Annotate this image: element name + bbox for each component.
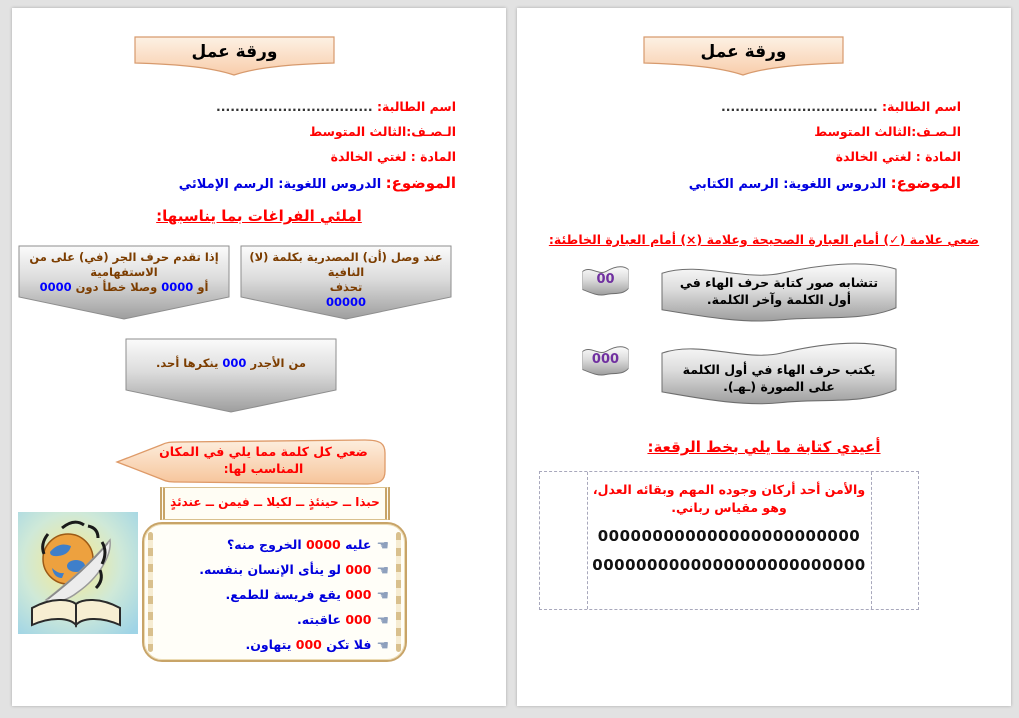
blank-field: 00000 [325, 295, 366, 309]
blank-field: 0000 [305, 537, 341, 552]
word-bank-words: حبذا ــ حينئذٍ ــ لكيلا ــ فيمن ــ عندئذٍ [170, 495, 380, 509]
rewrite-table [539, 471, 919, 610]
pointing-hand-icon: ☚ [376, 638, 389, 654]
statement-wave [659, 258, 899, 325]
question-text: لو ينأى الإنسان بنفسه. [199, 562, 346, 577]
topic-label: الموضوع: [385, 174, 456, 192]
student-info-block [179, 94, 456, 199]
section-heading-true-false: ضعي علامة (✓) أمام العبارة الصحيحة وعلامة (×) أمام العبارة الخاطئة: [548, 232, 980, 247]
answer-wave [582, 264, 629, 297]
statement-wave [659, 337, 899, 408]
rule-text: عند وصل (أن) المصدرية بكلمة (لا) النافية [249, 250, 443, 279]
questions-scroll-box [142, 522, 407, 662]
rewrite-sentence: والأمن أحد أركان وجوده المهم وبقائه العدل، وهو مقياس رباني. [592, 482, 866, 515]
question-text: الخروج منه؟ [227, 537, 306, 552]
topic-value: الدروس اللغوية: الرسم الإملائي [178, 177, 382, 192]
answer-wave [582, 344, 629, 377]
rewrite-cell [587, 481, 871, 580]
subject-line: المادة : لغتي الخالدة [835, 149, 961, 164]
pennant-sentence-middle [125, 338, 337, 414]
question-text: فلا تكن [321, 637, 372, 652]
question-text: عاقبته. [297, 612, 346, 627]
banner-title: ورقة عمل [700, 42, 787, 62]
question-text: يقع فريسة للطمع. [225, 587, 346, 602]
pennant-rule-left-text [26, 250, 222, 295]
worksheet-page-imlai [12, 8, 506, 706]
subject-line: المادة : لغتي الخالدة [330, 149, 456, 164]
blank-field: 000 [345, 587, 372, 602]
question-item [160, 608, 389, 633]
statement-text: تتشابه صور كتابة حرف الهاء في أول الكلمة وآخر الكلمة. [679, 275, 879, 307]
blank-field: 000 [345, 562, 372, 577]
topic-value: الدروس اللغوية: الرسم الكتابي [688, 177, 887, 192]
question-item [160, 558, 389, 583]
pointing-hand-icon: ☚ [376, 613, 389, 629]
pennant-sentence-text [133, 356, 329, 371]
pointing-hand-icon: ☚ [376, 538, 389, 554]
blank-field: 0000 [161, 280, 194, 294]
topic-label: الموضوع: [890, 174, 961, 192]
answer-blank: 00 [596, 272, 615, 287]
student-name-line [179, 94, 456, 119]
callout-text: ضعي كل كلمة مما يلي في المكان المناسب لها: [159, 444, 368, 476]
banner-ribbon [642, 36, 845, 78]
student-name-label: اسم الطالبة: [882, 99, 961, 114]
lughati-logo [18, 512, 138, 634]
question-text: يتهاون. [245, 637, 296, 652]
question-item [160, 533, 389, 558]
class-line: الـصـف:الثالث المتوسط [814, 124, 961, 139]
blank-field: 0000 [39, 280, 72, 294]
rule-text: أو [193, 280, 209, 294]
blank-field: 000 [222, 356, 247, 370]
callout-instruction [115, 437, 388, 487]
banner-ribbon [133, 36, 336, 78]
word-bank-scroll [160, 487, 390, 520]
rewrite-answer-line: 000000000000000000000000 [597, 527, 861, 545]
rule-text: إذا تقدم حرف الجر (في) على من الاستفهامية [29, 250, 219, 279]
student-name-label: اسم الطالبة: [377, 99, 456, 114]
sentence-text: من الأجدر [246, 356, 306, 370]
statement-text: يكتب حرف الهاء في أول الكلمة على الصورة (ـهـ). [682, 362, 876, 394]
table-divider [871, 472, 872, 609]
class-line: الـصـف:الثالث المتوسط [309, 124, 456, 139]
questions-list [160, 533, 389, 658]
rewrite-answer-lines [587, 522, 871, 580]
answer-blank: 000 [591, 352, 620, 367]
rule-text: وصلا خطأ دون [71, 280, 162, 294]
topic-line [689, 169, 961, 199]
pennant-shape-icon [125, 338, 337, 414]
blank-field: 000 [345, 612, 372, 627]
student-info-block [689, 94, 961, 199]
pointing-hand-icon: ☚ [376, 563, 389, 579]
pennant-rule-right [240, 245, 452, 321]
pennant-rule-left [18, 245, 230, 321]
worksheet-page-kitabi [517, 8, 1011, 706]
blank-field: 000 [295, 637, 322, 652]
rewrite-answer-line: 0000000000000000000000000 [592, 556, 866, 574]
topic-line [179, 169, 456, 199]
sentence-text: ينكرها أحد. [156, 356, 223, 370]
pennant-rule-right-text [248, 250, 444, 310]
rule-text: تحذف [329, 280, 363, 294]
scroll-ornament-left [148, 532, 153, 652]
section-heading-ruqaa: أعيدي كتابة ما يلي بخط الرقعة: [647, 438, 881, 456]
scroll-ornament-right [396, 532, 401, 652]
question-item [160, 583, 389, 608]
dotted-blank: ................................. [215, 99, 373, 114]
section-heading-fill-blanks: املئي الفراغات بما يناسبها: [156, 207, 362, 225]
question-item [160, 633, 389, 658]
dotted-blank: ................................. [720, 99, 878, 114]
banner-title: ورقة عمل [191, 42, 278, 62]
question-text: عليه [340, 537, 372, 552]
student-name-line [689, 94, 961, 119]
pointing-hand-icon: ☚ [376, 588, 389, 604]
